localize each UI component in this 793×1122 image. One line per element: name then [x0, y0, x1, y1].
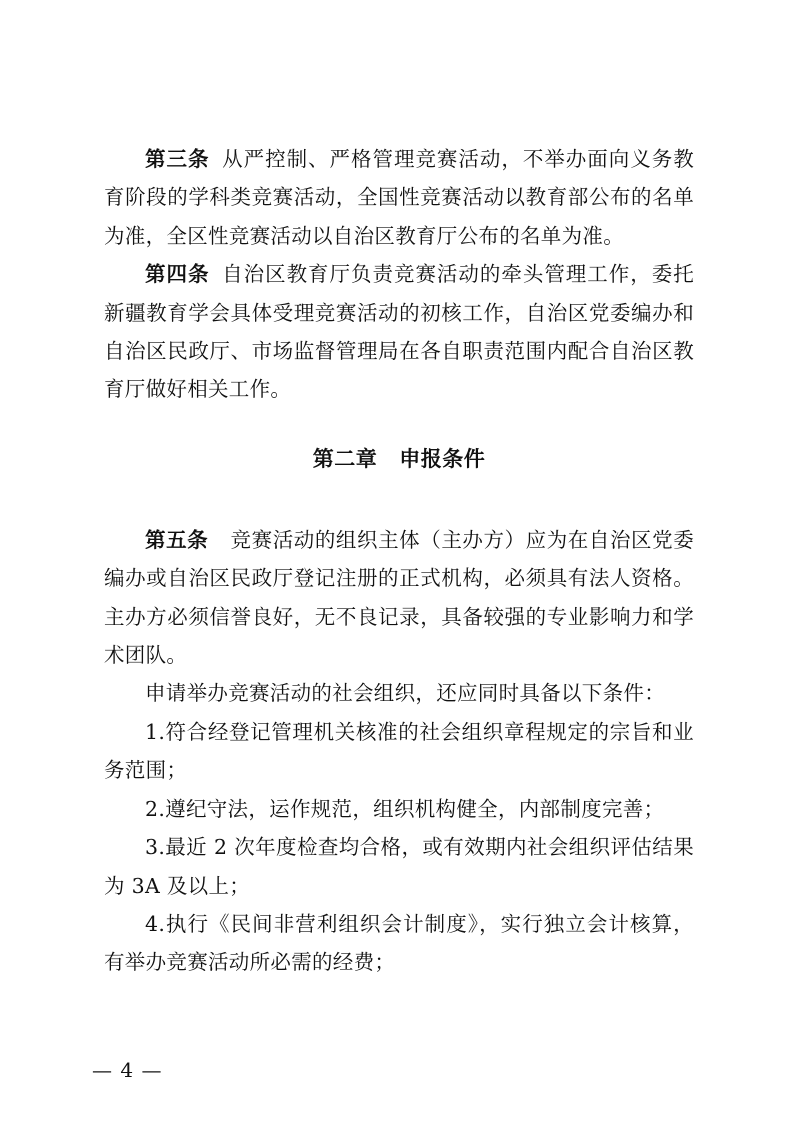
- spacer: [104, 473, 694, 521]
- chapter-title: 申报条件: [399, 446, 486, 471]
- article-4-text: 自治区教育厅负责竞赛活动的牵头管理工作，委托新疆教育学会具体受理竞赛活动的初核工作，自治区党委编办和自治区民政厅、市场监督管理局在各自职责范围内配合自治区教育厅做好相关工作。: [104, 262, 694, 402]
- document-body: [104, 140, 694, 982]
- article-3-text: 从严控制、严格管理竞赛活动，不举办面向义务教育阶段的学科类竞赛活动，全国性竞赛活动以教育部公布的名单为准，全区性竞赛活动以自治区教育厅公布的名单为准。: [104, 147, 694, 248]
- article-5-text: 竞赛活动的组织主体（主办方）应为在自治区党委编办或自治区民政厅登记注册的正式机构，必须具有法人资格。主办方必须信誉良好，无不良记录，具备较强的专业影响力和学术团队。: [104, 527, 694, 668]
- article-3-label: 第三条: [145, 147, 210, 171]
- article-4-label: 第四条: [145, 262, 210, 287]
- condition-item-3: 3.最近 2 次年度检查均合格，或有效期内社会组织评估结果为 3A 及以上；: [104, 835, 694, 898]
- article-3-paragraph: [104, 140, 694, 255]
- condition-item-4: 4.执行《民间非营利组织会计制度》，实行独立会计核算，有举办竞赛活动所必需的经费；: [104, 911, 694, 975]
- social-org-intro: 申请举办竞赛活动的社会组织，还应同时具备以下条件：: [145, 681, 665, 706]
- condition-item-1: 1.符合经登记管理机关核准的社会组织章程规定的宗旨和业务范围；: [104, 719, 694, 783]
- chapter-number: 第二章: [312, 446, 378, 471]
- article-4-paragraph: [104, 255, 694, 409]
- page-number: — 4 —: [92, 1058, 163, 1082]
- spacer: [104, 409, 694, 443]
- article-5-paragraph: [104, 521, 694, 675]
- chapter-heading: [104, 443, 694, 473]
- article-5-label: 第五条: [145, 527, 209, 552]
- condition-item-2: 2.遵纪守法，运作规范，组织机构健全，内部制度完善；: [145, 796, 665, 821]
